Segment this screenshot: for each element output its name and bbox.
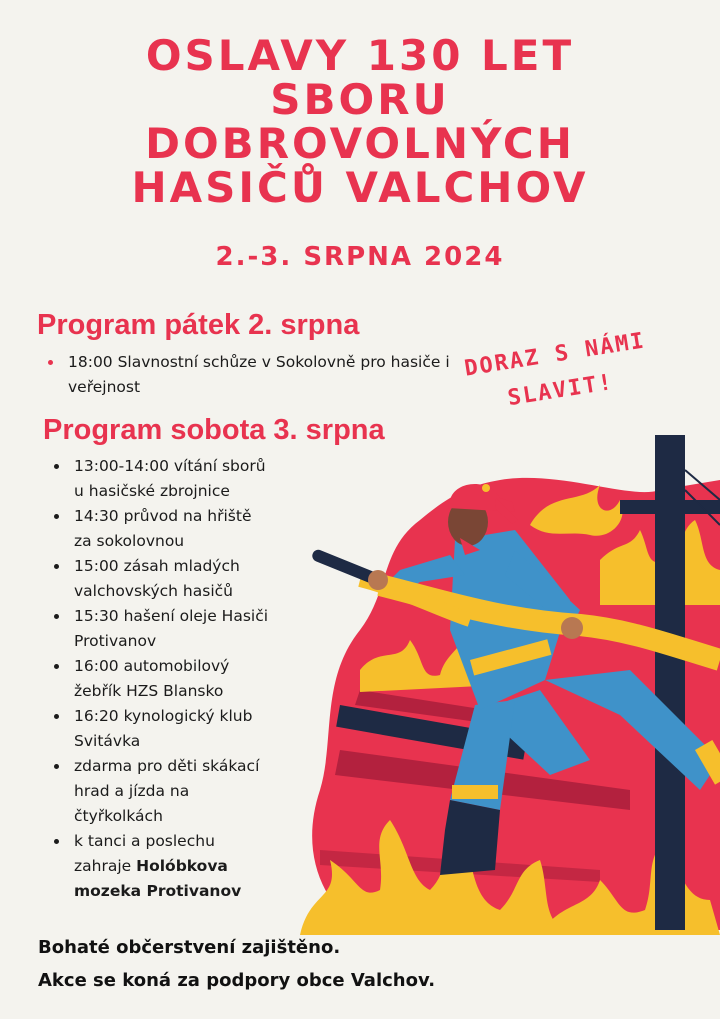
title-line: HASIČŮ VALCHOV: [131, 163, 589, 212]
saturday-heading: Program sobota 3. srpna: [43, 414, 385, 446]
slogan-line: SLAVIT!: [506, 369, 616, 412]
event-title: [0, 31, 720, 212]
list-item: [74, 829, 274, 904]
sponsor-note: Akce se koná za podpory obce Valchov.: [38, 970, 436, 991]
friday-program-list: [36, 350, 468, 400]
list-item: 14:30 průvod na hřiště za sokolovnou: [74, 504, 274, 554]
list-item: zdarma pro děti skákací hrad a jízda na čtyřkolkách: [74, 754, 274, 829]
list-item-text: k tanci a poslechu zahraje: [74, 832, 215, 875]
friday-heading: Program pátek 2. srpna: [37, 309, 360, 341]
list-item: 18:00 Slavnostní schůze v Sokolovně pro hasiče i veřejnost: [68, 350, 468, 400]
boot-icon: [440, 800, 500, 875]
list-item: 15:30 hašení oleje Hasiči Protivanov: [74, 604, 274, 654]
list-item: 13:00-14:00 vítání sborů u hasičské zbrojnice: [74, 454, 274, 504]
list-item: 16:20 kynologický klub Svitávka: [74, 704, 274, 754]
refreshments-note: Bohaté občerstvení zajištěno.: [38, 937, 341, 958]
event-date: 2.-3. SRPNA 2024: [215, 242, 505, 272]
title-line: DOBROVOLNÝCH: [145, 119, 575, 168]
band-name: Holóbkova mozeka Protivanov: [74, 857, 242, 900]
slogan: [462, 323, 654, 423]
title-line: OSLAVY 130 LET: [145, 31, 575, 80]
slogan-line: DORAZ S NÁMI: [462, 328, 648, 382]
list-item: 16:00 automobilový žebřík HZS Blansko: [74, 654, 274, 704]
list-item: 15:00 zásah mladých valchovských hasičů: [74, 554, 274, 604]
title-line: SBORU: [270, 75, 450, 124]
firefighter-with-hose-icon: [300, 430, 720, 935]
saturday-program-list: [42, 454, 274, 904]
